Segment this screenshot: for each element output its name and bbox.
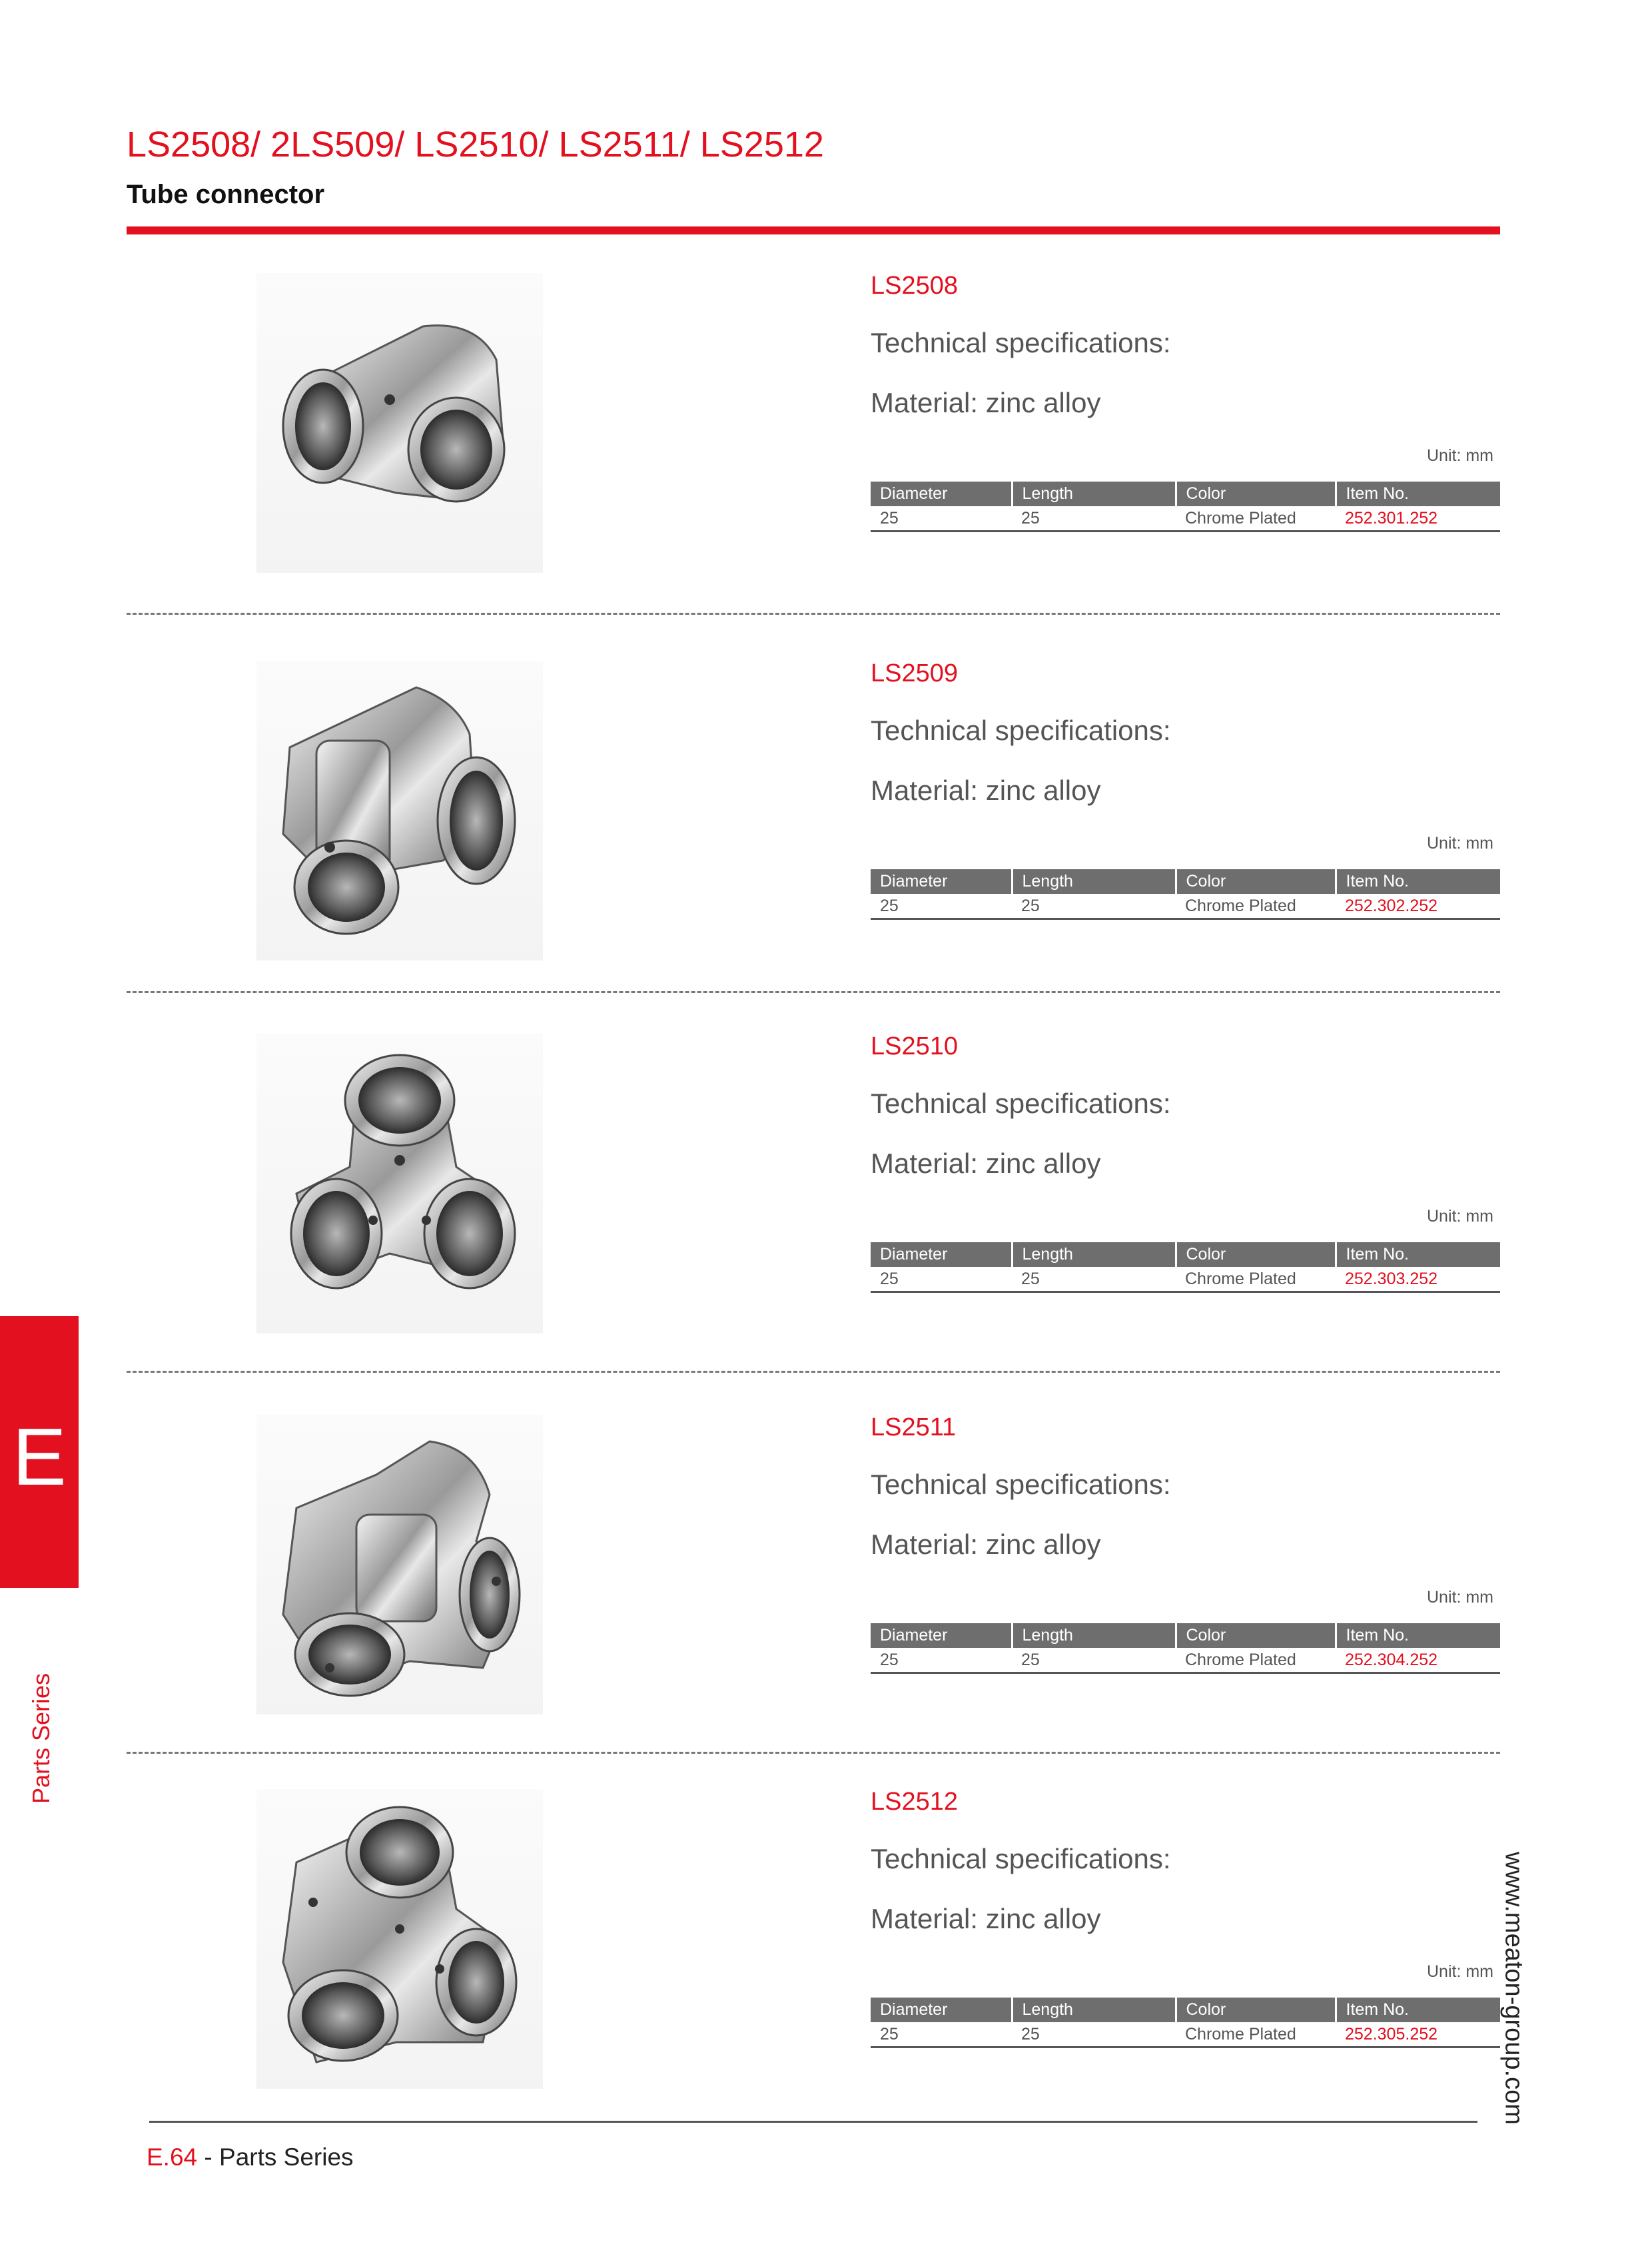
website-url: www.meaton-group.com — [1499, 1852, 1528, 2125]
material-label: Material: zinc alloy — [871, 387, 1101, 418]
unit-label: Unit: mm — [1427, 834, 1493, 853]
header-length: Length — [1012, 1998, 1176, 2022]
dashed-divider — [127, 613, 1500, 615]
footer-separator: - — [197, 2143, 220, 2171]
title-rule — [127, 226, 1500, 234]
spec-table — [871, 482, 1500, 532]
spec-table — [871, 1242, 1500, 1293]
table-row — [871, 1648, 1500, 1673]
cell-length: 25 — [1012, 1648, 1176, 1673]
header-diameter: Diameter — [871, 1242, 1012, 1267]
table-row — [871, 2022, 1500, 2048]
header-length: Length — [1012, 869, 1176, 894]
cross-connector-image — [256, 1415, 543, 1714]
spec-table — [871, 1623, 1500, 1674]
header-item-no: Item No. — [1336, 869, 1500, 894]
header-item-no: Item No. — [1336, 1242, 1500, 1267]
footer-rule — [149, 2121, 1477, 2123]
page-subtitle: Tube connector — [127, 180, 325, 209]
footer-section: Parts Series — [219, 2143, 354, 2171]
header-color: Color — [1176, 869, 1336, 894]
product-code: LS2509 — [871, 659, 959, 687]
product-photo-cross — [256, 1415, 543, 1714]
section-tab-letter: E — [12, 1411, 67, 1502]
header-color: Color — [1176, 1623, 1336, 1648]
header-length: Length — [1012, 1623, 1176, 1648]
cell-item-no: 252.302.252 — [1336, 894, 1500, 919]
dashed-divider — [127, 1752, 1500, 1754]
material-label: Material: zinc alloy — [871, 775, 1101, 806]
cell-item-no: 252.303.252 — [1336, 1267, 1500, 1292]
product-ls2509 — [127, 661, 1500, 1007]
four-way-connector-image — [256, 1789, 543, 2089]
product-photo-elbow — [256, 273, 543, 573]
elbow-connector-image — [256, 273, 543, 573]
cell-length: 25 — [1012, 894, 1176, 919]
product-code: LS2510 — [871, 1032, 959, 1060]
header-diameter: Diameter — [871, 869, 1012, 894]
side-section-label: Parts Series — [27, 1673, 55, 1804]
table-row — [871, 1267, 1500, 1292]
material-label: Material: zinc alloy — [871, 1903, 1101, 1934]
product-photo-4way — [256, 1789, 543, 2089]
header-color: Color — [1176, 1242, 1336, 1267]
cell-diameter: 25 — [871, 894, 1012, 919]
spec-table — [871, 869, 1500, 920]
product-code: LS2508 — [871, 272, 959, 300]
cell-length: 25 — [1012, 2022, 1176, 2048]
header-length: Length — [1012, 1242, 1176, 1267]
footer — [147, 2145, 354, 2169]
header-length: Length — [1012, 482, 1176, 506]
material-label: Material: zinc alloy — [871, 1529, 1101, 1560]
header-color: Color — [1176, 482, 1336, 506]
unit-label: Unit: mm — [1427, 1207, 1493, 1226]
header-item-no: Item No. — [1336, 482, 1500, 506]
cell-color: Chrome Plated — [1176, 2022, 1336, 2048]
product-ls2508 — [127, 273, 1500, 619]
cell-color: Chrome Plated — [1176, 506, 1336, 532]
unit-label: Unit: mm — [1427, 1962, 1493, 1981]
table-header-row — [871, 1242, 1500, 1267]
page-title: LS2508/ 2LS509/ LS2510/ LS2511/ LS2512 — [127, 125, 824, 165]
cell-item-no: 252.304.252 — [1336, 1648, 1500, 1673]
cell-length: 25 — [1012, 1267, 1176, 1292]
table-row — [871, 506, 1500, 532]
table-header-row — [871, 1998, 1500, 2022]
header-diameter: Diameter — [871, 1623, 1012, 1648]
cell-diameter: 25 — [871, 1267, 1012, 1292]
material-label: Material: zinc alloy — [871, 1148, 1101, 1179]
product-photo-3way — [256, 1034, 543, 1333]
page-number: E.64 — [147, 2143, 198, 2171]
spec-label: Technical specifications: — [871, 327, 1171, 358]
header-color: Color — [1176, 1998, 1336, 2022]
cell-diameter: 25 — [871, 2022, 1012, 2048]
product-ls2510 — [127, 1034, 1500, 1380]
table-header-row — [871, 1623, 1500, 1648]
cell-color: Chrome Plated — [1176, 1267, 1336, 1292]
three-way-connector-image — [256, 1034, 543, 1333]
header-item-no: Item No. — [1336, 1998, 1500, 2022]
cell-diameter: 25 — [871, 506, 1012, 532]
product-photo-tee — [256, 661, 543, 960]
spec-label: Technical specifications: — [871, 715, 1171, 746]
spec-label: Technical specifications: — [871, 1088, 1171, 1119]
cell-item-no: 252.301.252 — [1336, 506, 1500, 532]
header-diameter: Diameter — [871, 482, 1012, 506]
product-ls2512 — [127, 1789, 1500, 2135]
header-diameter: Diameter — [871, 1998, 1012, 2022]
unit-label: Unit: mm — [1427, 446, 1493, 465]
product-code: LS2511 — [871, 1413, 957, 1441]
cell-color: Chrome Plated — [1176, 1648, 1336, 1673]
table-header-row — [871, 482, 1500, 506]
cell-color: Chrome Plated — [1176, 894, 1336, 919]
header-item-no: Item No. — [1336, 1623, 1500, 1648]
tee-connector-image — [256, 661, 543, 960]
table-row — [871, 894, 1500, 919]
product-code: LS2512 — [871, 1788, 959, 1816]
cell-length: 25 — [1012, 506, 1176, 532]
cell-item-no: 252.305.252 — [1336, 2022, 1500, 2048]
unit-label: Unit: mm — [1427, 1588, 1493, 1607]
table-header-row — [871, 869, 1500, 894]
spec-table — [871, 1998, 1500, 2048]
cell-diameter: 25 — [871, 1648, 1012, 1673]
spec-label: Technical specifications: — [871, 1469, 1171, 1500]
section-tab — [0, 1316, 79, 1588]
spec-label: Technical specifications: — [871, 1843, 1171, 1874]
product-ls2511 — [127, 1415, 1500, 1761]
dashed-divider — [127, 1371, 1500, 1373]
dashed-divider — [127, 991, 1500, 993]
